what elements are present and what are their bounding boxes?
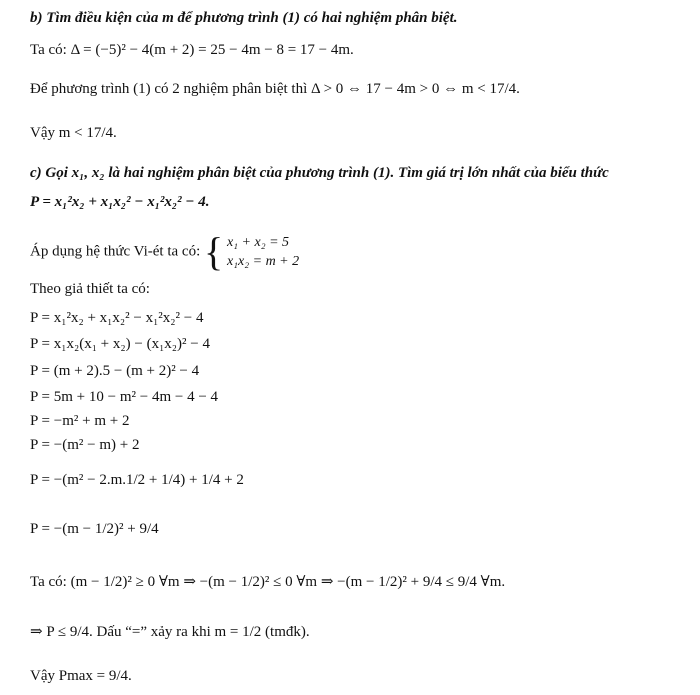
step-4: P = 5m + 10 − m² − 4m − 4 − 4 bbox=[30, 389, 219, 405]
condition-line: Để phương trình (1) có 2 nghiệm phân biệt thì Δ > 0 ⇔ 17 − 4m > 0 ⇔ m < 17/4. bbox=[30, 81, 520, 97]
step-1: P = x₁²x₂ + x₁x₂² − x₁²x₂² − 4 bbox=[30, 310, 204, 326]
delta-line: Ta có: Δ = (−5)² − 4(m + 2) = 25 − 4m − 8 = 17 − 4m. bbox=[30, 42, 354, 58]
vieta-label: Áp dụng hệ thức Vi-ét ta có: bbox=[30, 243, 201, 260]
vieta-brace: { bbox=[204, 229, 224, 274]
part-c-heading: c) Gọi x₁, x₂ là hai nghiệm phân biệt của phương trình (1). Tìm giá trị lớn nhất của biểu thức bbox=[30, 165, 609, 181]
vieta-sum: x₁ + x₂ = 5 bbox=[226, 235, 290, 250]
part-b-heading: b) Tìm điều kiện của m để phương trình (1) có hai nghiệm phân biệt. bbox=[30, 10, 458, 26]
premise-line: Theo giả thiết ta có: bbox=[30, 281, 150, 297]
vieta-product: x₁x₂ = m + 2 bbox=[226, 254, 300, 269]
step-3: P = (m + 2).5 − (m + 2)² − 4 bbox=[30, 363, 200, 379]
equality-line: ⇒ P ≤ 9/4. Dấu “=” xảy ra khi m = 1/2 (tmđk). bbox=[30, 624, 310, 640]
step-8: P = −(m − 1/2)² + 9/4 bbox=[30, 521, 159, 537]
step-5: P = −m² + m + 2 bbox=[30, 413, 130, 429]
part-c-conclusion: Vậy Pmax = 9/4. bbox=[30, 668, 132, 684]
part-b-conclusion: Vậy m < 17/4. bbox=[30, 125, 117, 141]
step-7: P = −(m² − 2.m.1/2 + 1/4) + 1/4 + 2 bbox=[30, 472, 244, 488]
step-2: P = x₁x₂(x₁ + x₂) − (x₁x₂)² − 4 bbox=[30, 336, 210, 352]
expression-line: P = x₁²x₂ + x₁x₂² − x₁²x₂² − 4. bbox=[30, 194, 210, 210]
vieta-system bbox=[227, 233, 299, 271]
step-6: P = −(m² − m) + 2 bbox=[30, 437, 140, 453]
inequality-line: Ta có: (m − 1/2)² ≥ 0 ∀m ⇒ −(m − 1/2)² ≤ 0 ∀m ⇒ −(m − 1/2)² + 9/4 ≤ 9/4 ∀m. bbox=[30, 574, 506, 590]
vieta-block bbox=[30, 229, 300, 274]
